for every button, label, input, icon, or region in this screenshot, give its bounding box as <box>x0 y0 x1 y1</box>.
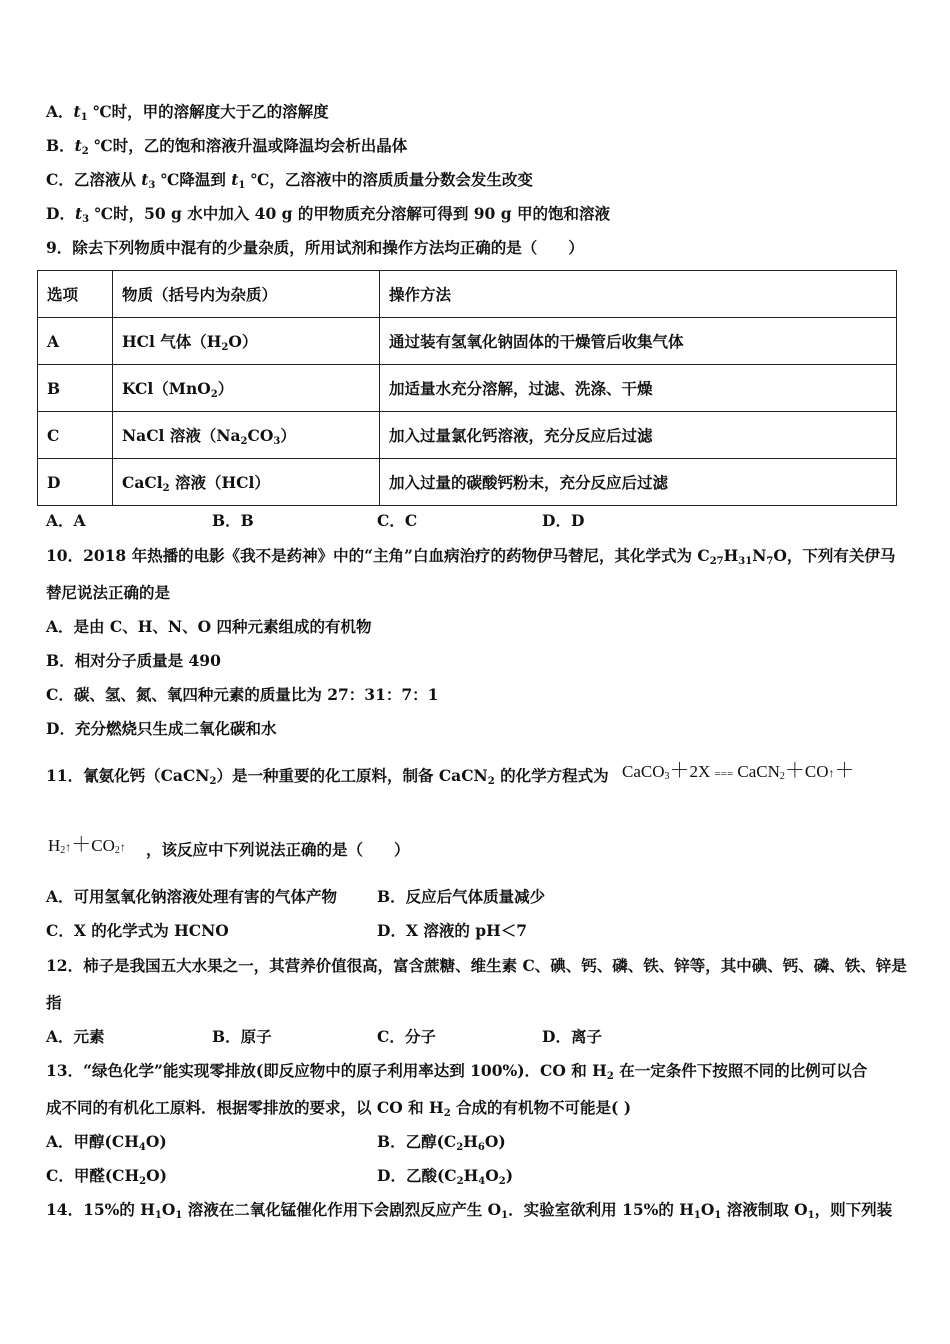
q13-stem-line1: 13．“绿色化学”能实现零排放(即反应物中的原子利用率达到 100%)．CO 和 $H_2$ 在一定条件下按照不同的比例可以合 <box>46 1061 868 1082</box>
table-cell: A <box>38 318 113 365</box>
q8-option-c: C．乙溶液从 $t_3$ ℃降温到 $t_1$ ℃，乙溶液中的溶质质量分数会发生改变 <box>46 170 533 191</box>
table-cell: 加适量水充分溶解，过滤、洗涤、干燥 <box>380 365 897 412</box>
q9-table <box>37 270 897 506</box>
table-cell: HCl 气体$(H_2O)$ <box>113 318 380 365</box>
q10-option-b: B．相对分子质量是 490 <box>46 651 221 670</box>
q11-equation: CaCO$_3$＋2X === CaCN$_2$＋CO↑＋ <box>622 760 855 782</box>
table-cell: C <box>38 412 113 459</box>
q13-option-a: A．甲醇$(CH_4O)$ <box>46 1132 167 1153</box>
q10-option-a: A．是由 C、H、N、O 四种元素组成的有机物 <box>46 617 372 636</box>
q12-option-d: D．离子 <box>542 1027 602 1046</box>
q8-option-b: B．$t_2$ ℃时，乙的饱和溶液升温或降温均会析出晶体 <box>46 136 408 157</box>
q9-answer-d: D．D <box>542 511 585 530</box>
q13-option-d: D．乙酸$(C_2H_4O_2)$ <box>377 1166 514 1187</box>
table-cell: 通过装有氢氧化钠固体的干燥管后收集气体 <box>380 318 897 365</box>
q11-stem-line1: 11．氰氨化钙（CaCN$_2$）是一种重要的化工原料，制备 CaCN$_2$ 的化学方程式为 <box>46 766 609 787</box>
table-cell: 加入过量氯化钙溶液，充分反应后过滤 <box>380 412 897 459</box>
table-cell: 加入过量的碳酸钙粉末，充分反应后过滤 <box>380 459 897 506</box>
table-row <box>38 365 897 412</box>
q11-equation-cont: $H_2↑+CO_2↑$ <box>48 834 126 856</box>
q11-option-b: B．反应后气体质量减少 <box>377 887 546 906</box>
table-cell: KCl（MnO$_2$） <box>113 365 380 412</box>
q9-answer-b: B．B <box>212 511 254 530</box>
q10-stem-line1: 10．2018 年热播的电影《我不是药神》中的“主角”白血病治疗的药物伊马替尼，其化学式为 $C_{27}H_{31}N_7O$，下列有关伊马 <box>46 546 896 567</box>
table-cell: CaCl$_2$ 溶液（HCl） <box>113 459 380 506</box>
q12-option-b: B．原子 <box>212 1027 272 1046</box>
table-header: 物质（括号内为杂质） <box>113 271 380 318</box>
q11-stem-line2: ，该反应中下列说法正确的是（ ） <box>146 840 410 859</box>
q12-stem-line1: 12．柿子是我国五大水果之一，其营养价值很高，富含蔗糖、维生素 C、碘、钙、磷、铁、锌等，其中碘、钙、磷、铁、锌是 <box>46 956 907 975</box>
table-header-row <box>38 271 897 318</box>
table-header: 选项 <box>38 271 113 318</box>
q8-option-a: A．$t_1$ ℃时，甲的溶解度大于乙的溶解度 <box>46 102 329 123</box>
q10-option-d: D．充分燃烧只生成二氧化碳和水 <box>46 719 277 738</box>
q13-option-c: C．甲醛$(CH_2O)$ <box>46 1166 167 1187</box>
q11-option-c: C．X 的化学式为 HCNO <box>46 921 229 940</box>
q9-answer-a: A．A <box>46 511 86 530</box>
q10-stem-line2: 替尼说法正确的是 <box>46 583 171 602</box>
q9-answer-c: C．C <box>377 511 418 530</box>
q13-stem-line2: 成不同的有机化工原料．根据零排放的要求，以 CO 和 $H_2$ 合成的有机物不可能是( ) <box>46 1098 632 1119</box>
table-row <box>38 412 897 459</box>
table-row <box>38 459 897 506</box>
q9-stem: 9．除去下列物质中混有的少量杂质，所用试剂和操作方法均正确的是（ ） <box>46 238 584 257</box>
q10-option-c: C．碳、氢、氮、氧四种元素的质量比为 27：31：7：1 <box>46 685 439 704</box>
table-row <box>38 318 897 365</box>
table-header: 操作方法 <box>380 271 897 318</box>
q13-option-b: B．乙醇$(C_2H_6O)$ <box>377 1132 506 1153</box>
q12-stem-line2: 指 <box>46 993 62 1012</box>
q8-option-d: D．$t_3$ ℃时，50 g 水中加入 40 g 的甲物质充分溶解可得到 90 g 甲的饱和溶液 <box>46 204 610 225</box>
q11-option-d: D．X 溶液的 pH＜7 <box>377 921 528 940</box>
q12-option-c: C．分子 <box>377 1027 436 1046</box>
table-cell: B <box>38 365 113 412</box>
table-cell: D <box>38 459 113 506</box>
q14-stem-line1: 14．15%的 $H_1O_1$ 溶液在二氧化锰催化作用下会剧烈反应产生 $O_1$．实验室欲利用 15%的 $H_1O_1$ 溶液制取 $O_1$，则下列装 <box>46 1200 893 1221</box>
q11-option-a: A．可用氢氧化钠溶液处理有害的气体产物 <box>46 887 338 906</box>
table-cell: NaCl 溶液$(Na_2CO_3)$ <box>113 412 380 459</box>
q12-option-a: A．元素 <box>46 1027 105 1046</box>
